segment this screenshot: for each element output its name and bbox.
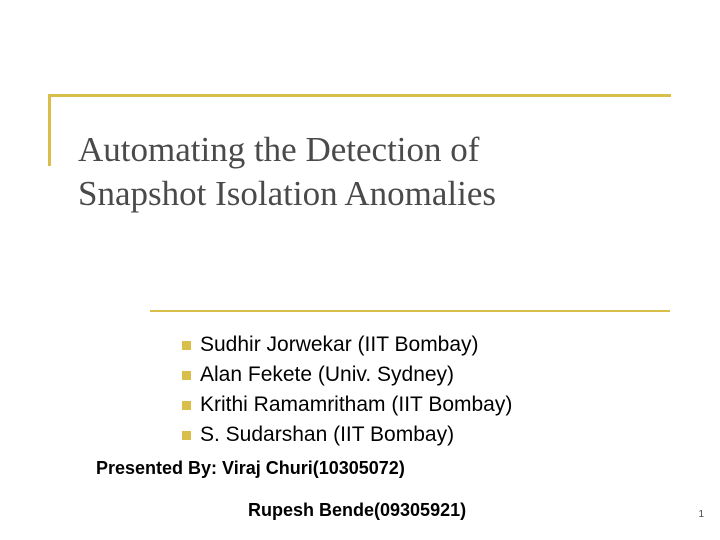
subtitle-rule [150, 310, 670, 312]
title-line-2: Snapshot Isolation Anomalies [78, 174, 497, 213]
title-top-rule [48, 94, 671, 97]
author-item [182, 360, 512, 390]
author-item [182, 390, 512, 420]
author-name: Krithi Ramamritham (IIT Bombay) [200, 393, 513, 416]
author-item [182, 420, 512, 450]
author-list [182, 330, 512, 450]
page-number: 1 [698, 509, 704, 520]
square-bullet-icon [182, 401, 191, 410]
author-item [182, 330, 512, 360]
square-bullet-icon [182, 431, 191, 440]
title-left-rule [48, 94, 51, 166]
square-bullet-icon [182, 341, 191, 350]
presented-by: Presented By: Viraj Churi(10305072) [96, 458, 405, 478]
slide-title [78, 128, 678, 216]
square-bullet-icon [182, 371, 191, 380]
author-name: S. Sudarshan (IIT Bombay) [200, 423, 455, 446]
co-presenter: Rupesh Bende(09305921) [248, 500, 467, 520]
author-name: Alan Fekete (Univ. Sydney) [200, 363, 455, 386]
author-name: Sudhir Jorwekar (IIT Bombay) [200, 333, 479, 356]
title-line-1: Automating the Detection of [78, 130, 480, 169]
